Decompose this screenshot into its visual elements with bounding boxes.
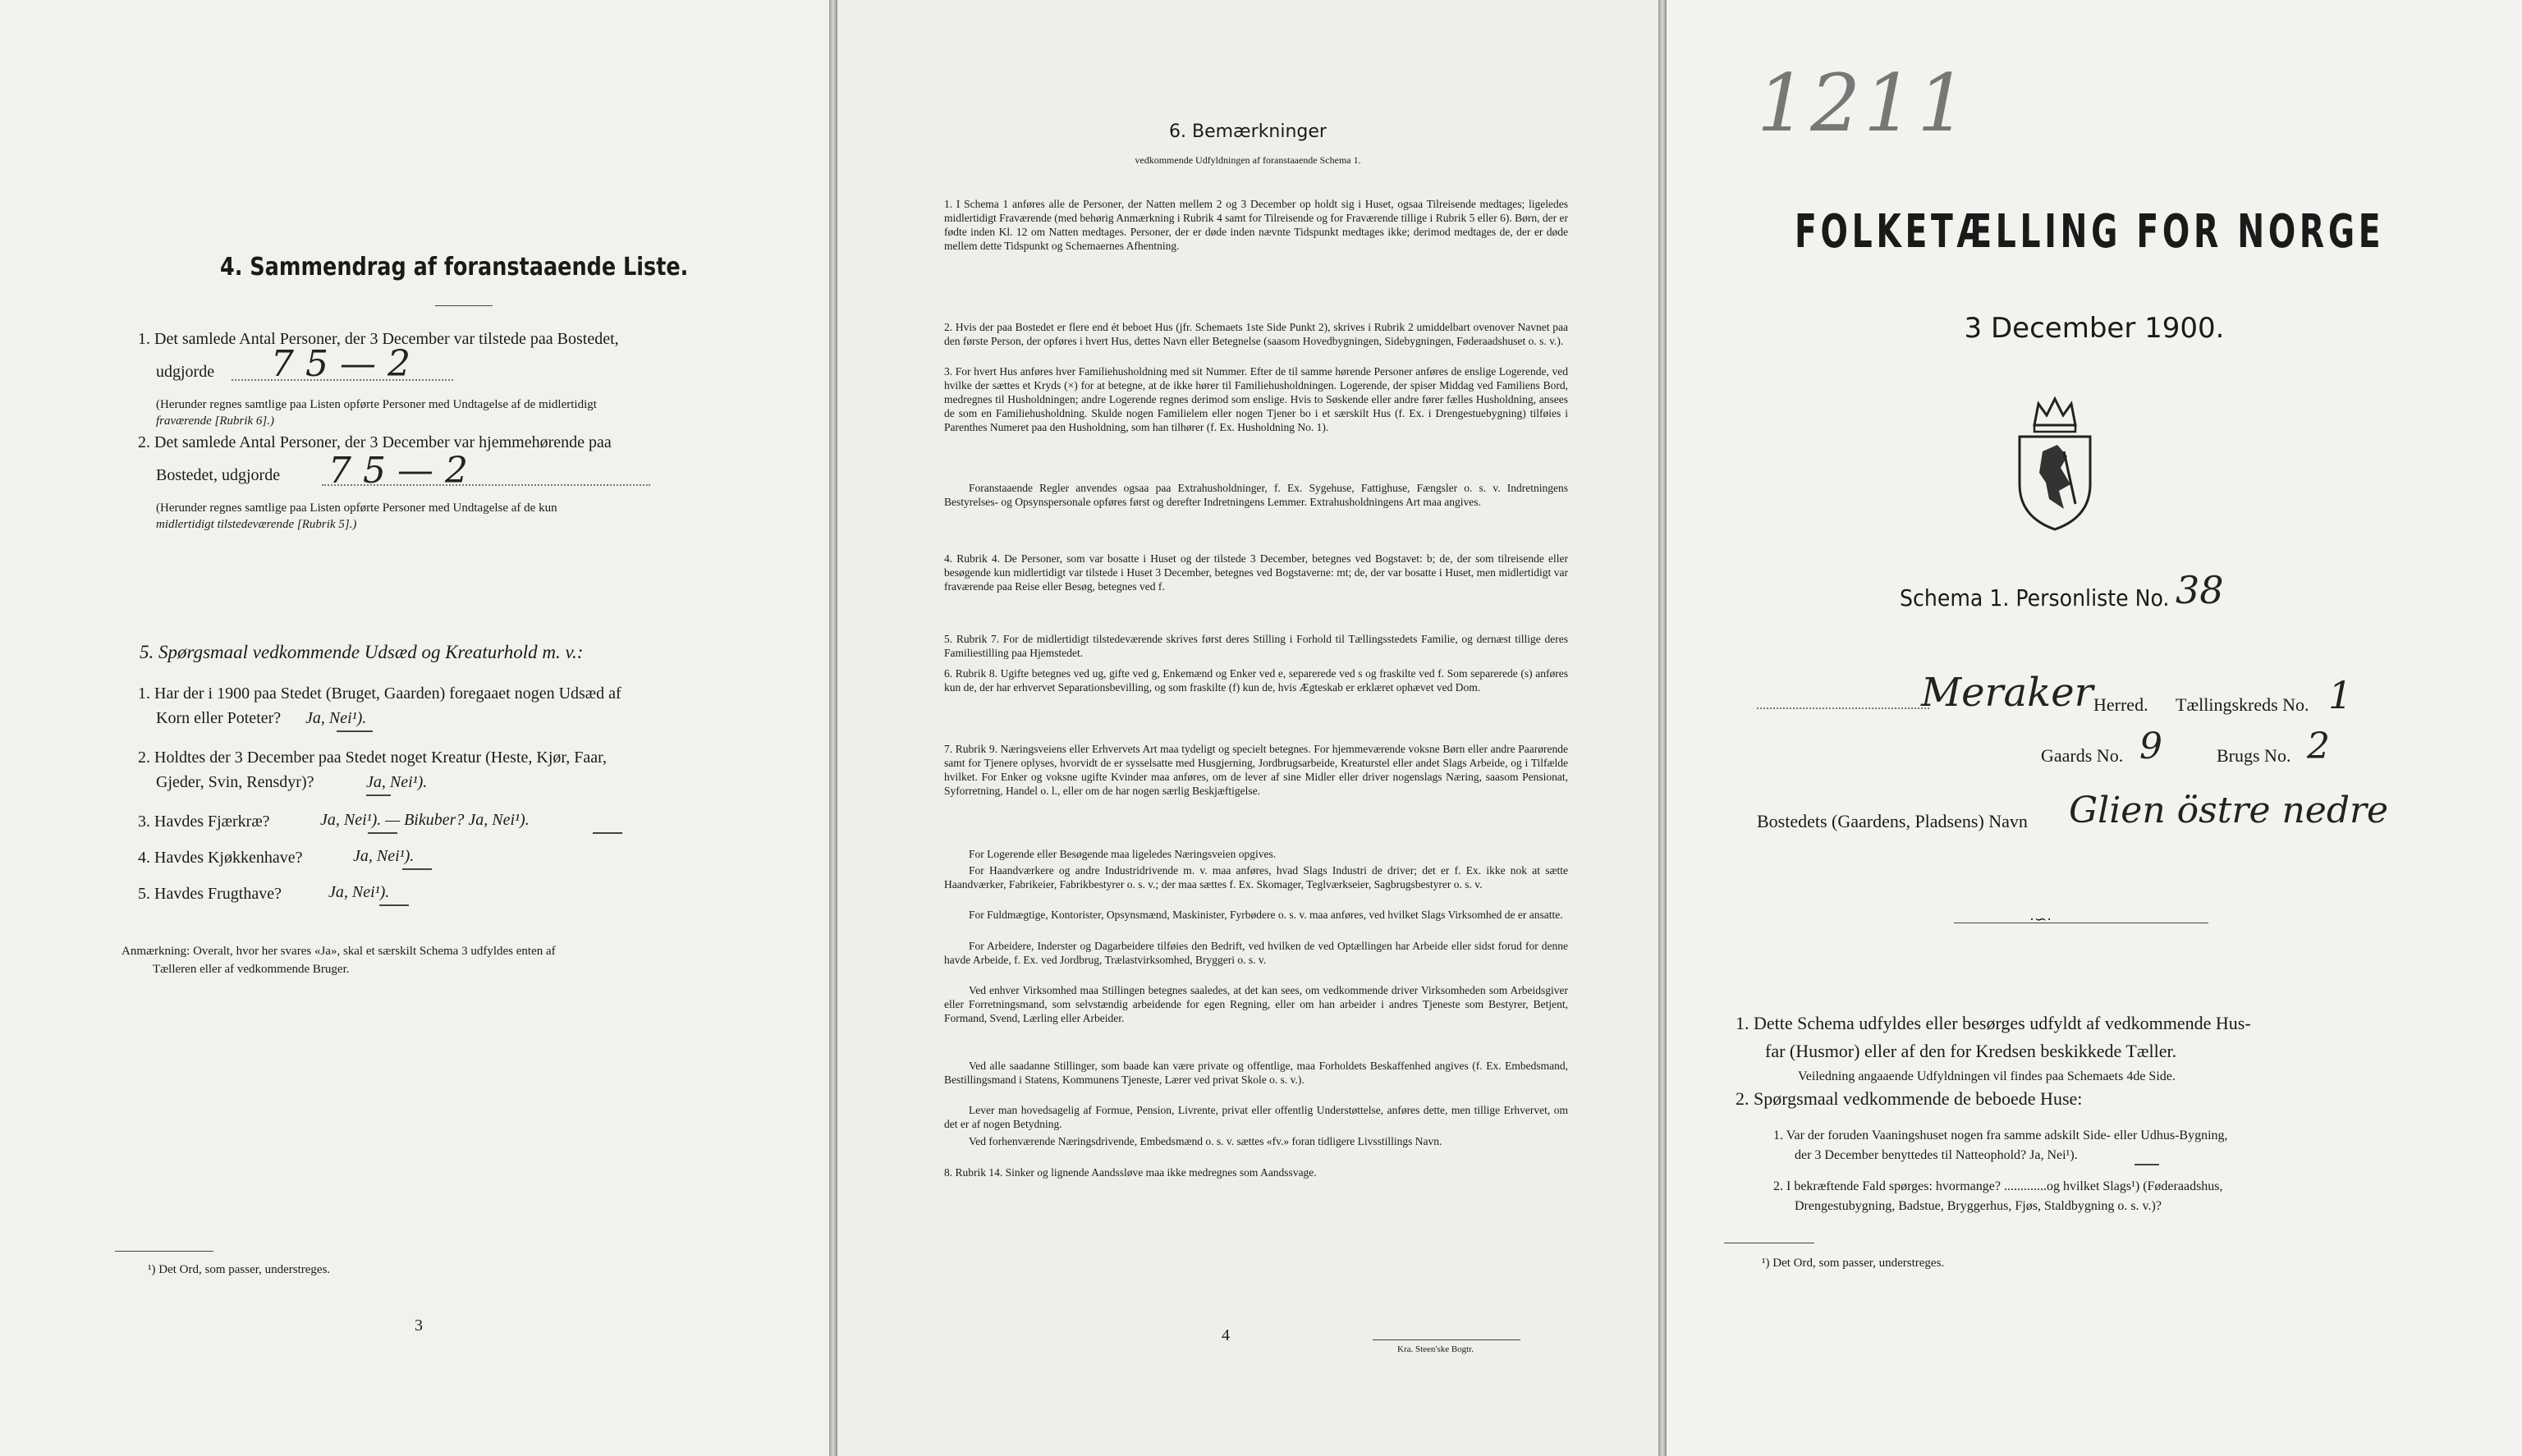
item-1-note-2: fraværende [Rubrik 6].)	[156, 414, 275, 428]
footnote-right: ¹) Det Ord, som passer, understreges.	[1762, 1257, 1945, 1270]
q3-text: 3. Havdes Fjærkræ?	[138, 813, 270, 831]
section-5-heading: 5. Spørgsmaal vedkommende Udsæd og Kreaturhold m. v.:	[140, 642, 584, 662]
page-number: 3	[415, 1316, 423, 1335]
remark-7b: For Logerende eller Besøgende maa ligeledes Næringsveien opgives.	[969, 848, 1277, 860]
brugs-label: Brugs No.	[2217, 745, 2291, 766]
remark-7d: For Fuldmægtige, Kontorister, Opsynsmænd, Maskinister, Fyrbødere o. s. v. maa anføres, ved hvilket Slags Virksomhed de er ansatte.	[969, 909, 1563, 921]
remark-3: 3. For hvert Hus anføres hver Familiehusholdning med sit Nummer. Efter de til samme hørende Personer anføres de enslige Logerende, ved hvilke der sættes et Kryds (×) for at betegne, at de ikke hører til Familiehusholdningen. Logerende, der spiser Middag ved Familiens Bord, medregnes til Husholdningen; andre Logerende regnes derimod som enslige. Hvis to Søskende eller andre fører fælles Husholdning, ansees de som en Familiehusholdning. Skulde nogen Familielem eller nogen Tjener bo i et særskilt Hus (f. Ex. i Drengestuebygning) tilføies i Parenthes Numeret paa den Husholdning, som han tilhører (f. Ex. Husholdning No. 1).	[944, 365, 1568, 433]
q4-answer: Ja, Nei¹).	[353, 847, 415, 865]
instruction-2: 2. Spørgsmaal vedkommende de beboede Huse:	[1736, 1088, 2083, 1109]
instruction-2-2: 2. I bekræftende Fald spørges: hvormange? .............og hvilket Slags¹) (Føderaadshus,	[1773, 1179, 2223, 1193]
remark-2: 2. Hvis der paa Bostedet er flere end ét beboet Hus (jfr. Schemaets 1ste Side Punkt 2), skrives i Rubrik 2 umiddelbart ovenover Navnet paa den første Person, der opføres i hvert Hus, dettes Navn eller Betegnelse (saasom Hovedbygningen, Sidebygningen, Føderaadshuset o. s. v.).	[944, 321, 1568, 347]
q2-underline	[366, 794, 391, 796]
gaards-value: 9	[2139, 726, 2162, 767]
q3-answer: Ja, Nei¹). — Bikuber? Ja, Nei¹).	[320, 811, 530, 829]
remark-7: 7. Rubrik 9. Næringsveiens eller Erhvervets Art maa tydeligt og specielt betegnes. For hjemmeværende voksne Børn eller andre Paarørende samt for Tjenere oplyses, hvorvidt de er sysselsatte med Husgjerning, Jordbrugsarbeide, Kreaturstel eller andet Slags Arbeide, og i Tilfælde hvilket. For Enker og voksne ugifte Kvinder maa anføres, om de lever af sine Midler eller driver nogenslags Næring, saasom Pensionat, Syforretning, Handel o. l., eller om de har nogen særlig Beskjæftigelse.	[944, 743, 1568, 797]
item-2-handwritten-value: 7 5 — 2	[328, 450, 468, 492]
item-2-note-2: midlertidigt tilstedeværende [Rubrik 5].)	[156, 518, 357, 531]
remark-7c: For Haandværkere og andre Industridrivende m. v. maa anføres, hvad Slags Industri de driver; det er f. Ex. ikke nok at sætte Haandværker, Fabrikeier, Fabrikbestyrer o. s. v.; der maa sættes f. Ex. Skomager, Teglværkseier, Sagbrugsbestyrer o. s. v.	[944, 864, 1568, 891]
instruction-2-1-b: der 3 December benyttedes til Natteophold? Ja, Nei¹).	[1795, 1148, 2078, 1162]
q1-text: 1. Har der i 1900 paa Stedet (Bruget, Gaarden) foregaaet nogen Udsæd af	[138, 685, 621, 703]
q4-text: 4. Havdes Kjøkkenhave?	[138, 849, 303, 867]
schema-label: Schema 1. Personliste No.	[1900, 584, 2170, 611]
q1-text-2: Korn eller Poteter?	[156, 709, 282, 727]
footnote-rule	[115, 1251, 213, 1252]
remark-1: 1. I Schema 1 anføres alle de Personer, der Natten mellem 2 og 3 December op holdt sig i Huset, ogsaa Tilreisende medtages; ligeledes midlertidigt Fraværende (med behørig Anmærkning i Rubrik 4 samt for Tilreisende og for Fraværende tillige i Rubrik 5 eller 6). Børn, der er fødte inden Kl. 12 om Natten medtages. Personer, der er døde inden nævnte Tidspunkt medtages ikke; derimod medtages de, der er døde mellem dette Tidspunkt og Schemaernes Afhentning.	[944, 198, 1568, 252]
q2-answer: Ja, Nei¹).	[366, 773, 428, 791]
section-4-heading: 4. Sammendrag af foranstaaende Liste.	[220, 253, 689, 282]
remark-8: 8. Rubrik 14. Sinker og lignende Aandssløve maa ikke medregnes som Aandssvage.	[944, 1166, 1317, 1179]
herred-value: Meraker	[1921, 670, 2093, 716]
remarks-subheading: vedkommende Udfyldningen af foranstaaende Schema 1.	[1135, 154, 1361, 166]
remarks-heading: 6. Bemærkninger	[1169, 121, 1327, 142]
handwritten-archive-number: 1211	[1757, 57, 1971, 149]
printer-rule	[1373, 1339, 1520, 1340]
document-title: FOLKETÆLLING FOR NORGE	[1795, 205, 2385, 259]
personliste-number: 38	[2176, 568, 2224, 612]
item-1-handwritten-value: 7 5 — 2	[271, 343, 410, 385]
remark-3b: Foranstaaende Regler anvendes ogsaa paa Extrahusholdninger, f. Ex. Sygehuse, Fattighuse, Fængsler o. s. v. Indretningens Bestyrelses- og Opsynspersonale opføres først og derefter Indretningens Lemmer. Extrahusholdningens Art maa angives.	[944, 482, 1568, 508]
heading-rule	[435, 305, 493, 306]
footnote: ¹) Det Ord, som passer, understreges.	[148, 1263, 331, 1276]
remark-7i: Ved forhenværende Næringsdrivende, Embedsmænd o. s. v. sættes «fv.» foran tidligere Livsstillings Navn.	[969, 1135, 1442, 1147]
page-fold-2	[1658, 0, 1667, 1456]
bleed-through-text	[122, 80, 745, 97]
remark-7g: Ved alle saadanne Stillinger, som baade kan være private og offentlige, maa Forholdets Beskaffenhed angives (f. Ex. Embedsmand, Bestillingsmand i Statens, Kommunens Tjeneste, Lærer ved privat Skole o. s. v.).	[944, 1060, 1568, 1086]
q4-underline	[402, 868, 432, 870]
brugs-value: 2	[2307, 726, 2330, 767]
item-1-text: 1. Det samlede Antal Personer, der 3 December var tilstede paa Bostedet,	[138, 330, 619, 348]
krets-value: 1	[2328, 673, 2353, 717]
remark-4: 4. Rubrik 4. De Personer, som var bosatte i Huset og der tilstede 3 December, betegnes ved Bogstavet: b; de, der som tilreisende eller besøgende kun midlertidigt var tilstede i Huset 3 December, betegnes ved Bogstaverne: mt; de, der var bosatte i Huset, men midlertidigt var fraværende paa Reise eller Besøg, betegnes ved f.	[944, 552, 1568, 593]
item-1-label: udgjorde	[156, 363, 215, 381]
page-number-4: 4	[1222, 1326, 1230, 1344]
q3-underline-b	[593, 832, 622, 834]
q5-answer: Ja, Nei¹).	[328, 883, 390, 901]
page-fold	[829, 0, 837, 1456]
instruction-2-1: 1. Var der foruden Vaaningshuset nogen fra samme adskilt Side- eller Udhus-Bygning,	[1773, 1129, 2228, 1142]
q2-text-2: Gjeder, Svin, Rensdyr)?	[156, 773, 314, 791]
page-3	[0, 0, 829, 1456]
herred-label: Herred.	[2093, 694, 2148, 715]
item-2-text: 2. Det samlede Antal Personer, der 3 December var hjemmehørende paa	[138, 433, 612, 451]
krets-label: Tællingskreds No.	[2176, 694, 2309, 715]
remark-7f: Ved enhver Virksomhed maa Stillingen betegnes saaledes, at det kan sees, om vedkommende driver Virksomheden som Arbeidsgiver eller Forretningsmand, som selvstændig arbeidende for egen Regning, eller om han arbeider i andres Tjeneste som Bestyrer, Betjent, Formand, Svend, Lærling eller Arbeider.	[944, 984, 1568, 1024]
remark-line-2: Tælleren eller af vedkommende Bruger.	[153, 963, 350, 976]
norway-coat-of-arms-icon	[2010, 394, 2100, 533]
q1-underline	[337, 730, 373, 732]
bosted-value: Glien östre nedre	[2069, 790, 2389, 831]
remark-line-1: Anmærkning: Overalt, hvor her svares «Ja», skal et særskilt Schema 3 udfyldes enten af	[122, 945, 556, 958]
item-2-label: Bostedet, udgjorde	[156, 466, 281, 484]
instruction-1-b: far (Husmor) eller af den for Kredsen beskikkede Tæller.	[1765, 1041, 2177, 1061]
instruction-1-note: Veiledning angaaende Udfyldningen vil findes paa Schemaets 4de Side.	[1798, 1069, 2176, 1083]
printer-imprint: Kra. Steen'ske Bogtr.	[1397, 1344, 1474, 1354]
q3-underline-a	[368, 832, 397, 834]
item-2-note-1: (Herunder regnes samtlige paa Listen opførte Personer med Undtagelse af de kun	[156, 501, 557, 515]
q5-text: 5. Havdes Frugthave?	[138, 885, 282, 903]
remark-7h: Lever man hovedsagelig af Formue, Pension, Livrente, privat eller offentlig Understøttelse, anføres dette, men tillige Erhvervet, om det er af nogen Betydning.	[944, 1104, 1568, 1130]
bosted-label: Bostedets (Gaardens, Pladsens) Navn	[1757, 811, 2028, 831]
q5-underline	[379, 904, 409, 906]
instruction-1: 1. Dette Schema udfyldes eller besørges udfyldt af vedkommende Hus-	[1736, 1013, 2251, 1033]
census-date: 3 December 1900.	[1964, 312, 2225, 345]
ornament-icon: ·∽·	[2029, 911, 2052, 927]
item-1-note-1: (Herunder regnes samtlige paa Listen opførte Personer med Undtagelse af de midlertidigt	[156, 398, 597, 411]
nei-underline	[2135, 1164, 2159, 1165]
herred-dots	[1757, 707, 1929, 709]
q2-text: 2. Holdtes der 3 December paa Stedet noget Kreatur (Heste, Kjør, Faar,	[138, 749, 607, 767]
remark-5: 5. Rubrik 7. For de midlertidigt tilstedeværende skrives først deres Stilling i Forhold til Tællingsstedets Familie, og dernæst tillige deres Familiestilling paa Hjemstedet.	[944, 633, 1568, 659]
q1-answer: Ja, Nei¹).	[305, 709, 367, 727]
remark-7e: For Arbeidere, Inderster og Dagarbeidere tilføies den Bedrift, ved hvilken de ved Optællingen har Arbeide eller sidst forud for denne havde Arbeide, f. Ex. ved Jordbrug, Trælastvirksomhed, Bryggeri o. s. v.	[944, 940, 1568, 966]
gaards-label: Gaards No.	[2041, 745, 2124, 766]
instruction-2-2-b: Drengestubygning, Badstue, Bryggerhus, Fjøs, Staldbygning o. s. v.)?	[1795, 1199, 2162, 1213]
remark-6: 6. Rubrik 8. Ugifte betegnes ved ug, gifte ved g, Enkemænd og Enker ved e, separerede ved s og fraskilte ved f. Som separerede (s) anføres kun de, der har erhvervet Separationsbevilling, og som fraskilte (f) kun de, hvis Ægteskab er erklæret ophævet ved Dom.	[944, 667, 1568, 694]
